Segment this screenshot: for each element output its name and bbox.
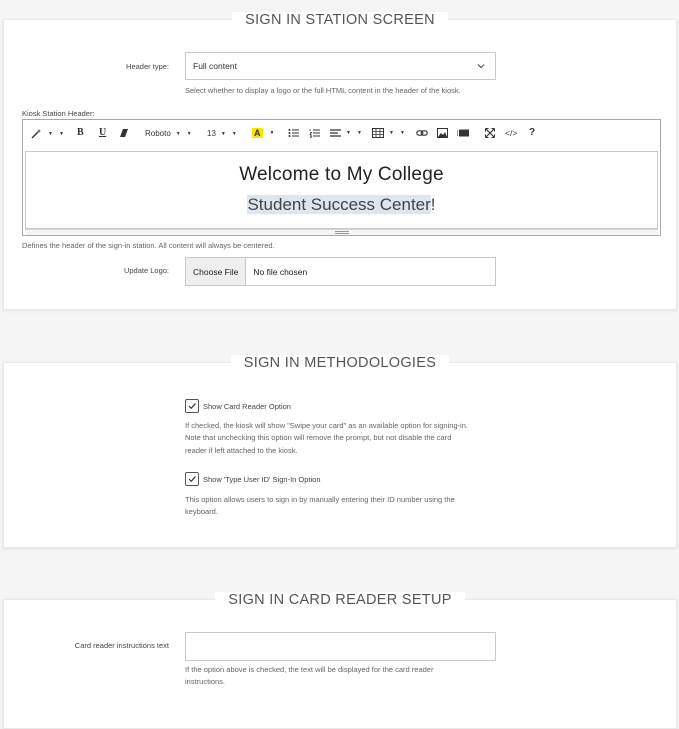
- station-panel: [3, 12, 677, 310]
- checkmark-icon: [187, 474, 197, 484]
- unordered-list-button[interactable]: [288, 128, 299, 138]
- underline-button[interactable]: [99, 127, 106, 138]
- station-panel-title: SIGN IN STATION SCREEN: [4, 12, 676, 28]
- code-view-button[interactable]: [505, 128, 517, 138]
- instructions-help-1: If the option above is checked, the text will be displayed for the card reader: [185, 665, 434, 674]
- logo-file-input[interactable]: [185, 257, 496, 286]
- image-icon: [437, 128, 448, 138]
- clear-format-button[interactable]: [119, 128, 129, 138]
- instructions-help-2: instructions.: [185, 677, 226, 686]
- fullscreen-icon: [485, 128, 495, 138]
- link-icon: [416, 128, 428, 138]
- logo-label: Update Logo:: [123, 266, 169, 275]
- card-reader-label: Show Card Reader Option: [203, 401, 291, 411]
- chevron-down-icon: [476, 61, 486, 71]
- file-status: No file chosen: [253, 266, 308, 277]
- link-button[interactable]: [416, 128, 428, 138]
- card-reader-setup-title: SIGN IN CARD READER SETUP: [4, 592, 676, 608]
- editor-resize-handle[interactable]: [25, 229, 658, 235]
- card-reader-help-2: Note that unchecking this option will remove the prompt, but not disable the card: [185, 433, 452, 442]
- choose-file-button[interactable]: Choose File: [186, 258, 246, 285]
- editor-toolbar: [23, 120, 660, 149]
- methodologies-panel: [3, 355, 677, 548]
- editor-content[interactable]: [25, 151, 658, 229]
- image-button[interactable]: [437, 128, 448, 138]
- ordered-list-button[interactable]: [309, 128, 320, 138]
- type-id-help-1: This option allows users to sign in by manually entering their ID number using the: [185, 495, 455, 504]
- font-family-dropdown[interactable]: Roboto ▼ ▼: [145, 129, 192, 138]
- fullscreen-button[interactable]: [485, 128, 495, 138]
- header-type-help: Select whether to display a logo or the full HTML content in the header of the kiosk.: [185, 86, 461, 95]
- help-button[interactable]: [529, 127, 535, 138]
- video-button[interactable]: [457, 128, 469, 138]
- type-id-label: Show 'Type User ID' Sign-In Option: [203, 474, 321, 484]
- header-type-select[interactable]: [185, 52, 496, 80]
- table-icon: [372, 128, 384, 138]
- bold-icon: B: [77, 127, 84, 138]
- card-reader-checkbox[interactable]: [185, 399, 199, 413]
- editor-heading: Welcome to My College: [239, 164, 444, 185]
- type-id-option[interactable]: [185, 472, 321, 486]
- header-type-value: Full content: [193, 61, 237, 71]
- card-reader-help-1: If checked, the kiosk will show "Swipe your card" as an available option for signing-in.: [185, 421, 468, 430]
- font-family-value: Roboto: [145, 129, 171, 138]
- font-color-icon: A: [254, 128, 261, 138]
- editor-help: Defines the header of the sign-in station. All content will always be centered.: [22, 241, 275, 250]
- instructions-label: Card reader instructions text: [74, 641, 169, 650]
- instructions-input[interactable]: [185, 632, 496, 661]
- type-id-help-2: keyboard.: [185, 507, 218, 516]
- table-dropdown[interactable]: ▼ ▼: [372, 128, 405, 138]
- numbered-list-icon: [309, 128, 320, 138]
- kiosk-header-label: Kiosk Station Header:: [22, 109, 95, 118]
- magic-wand-icon: [31, 128, 43, 139]
- bold-button[interactable]: [77, 127, 84, 138]
- type-id-checkbox[interactable]: [185, 472, 199, 486]
- bullet-list-icon: [288, 128, 299, 138]
- editor-suffix-text: !: [430, 195, 436, 214]
- font-color-button[interactable]: A ▼: [254, 128, 275, 138]
- checkmark-icon: [187, 401, 197, 411]
- methodologies-panel-title: SIGN IN METHODOLOGIES: [4, 355, 676, 371]
- paragraph-align-dropdown[interactable]: ▼ ▼: [330, 128, 362, 138]
- card-reader-option[interactable]: [185, 399, 291, 413]
- video-icon: [457, 128, 469, 138]
- editor-subheading: [26, 195, 657, 215]
- font-size-value: 13: [207, 129, 216, 138]
- magic-style-button[interactable]: ▼ ▼: [31, 128, 64, 139]
- eraser-icon: [119, 128, 129, 138]
- grip-icon: [335, 231, 349, 234]
- header-type-label: Header type:: [126, 62, 169, 71]
- code-icon: </>: [505, 128, 518, 138]
- help-icon: ?: [529, 127, 536, 138]
- editor-highlight-text: Student Success Center: [247, 195, 431, 214]
- align-icon: [330, 128, 341, 138]
- card-reader-setup-panel: [3, 592, 677, 729]
- underline-icon: U: [99, 127, 107, 138]
- font-size-dropdown[interactable]: 13 ▼ ▼: [207, 129, 237, 138]
- card-reader-help-3: reader if left attached to the kiosk.: [185, 446, 298, 455]
- rich-text-editor: [22, 119, 661, 236]
